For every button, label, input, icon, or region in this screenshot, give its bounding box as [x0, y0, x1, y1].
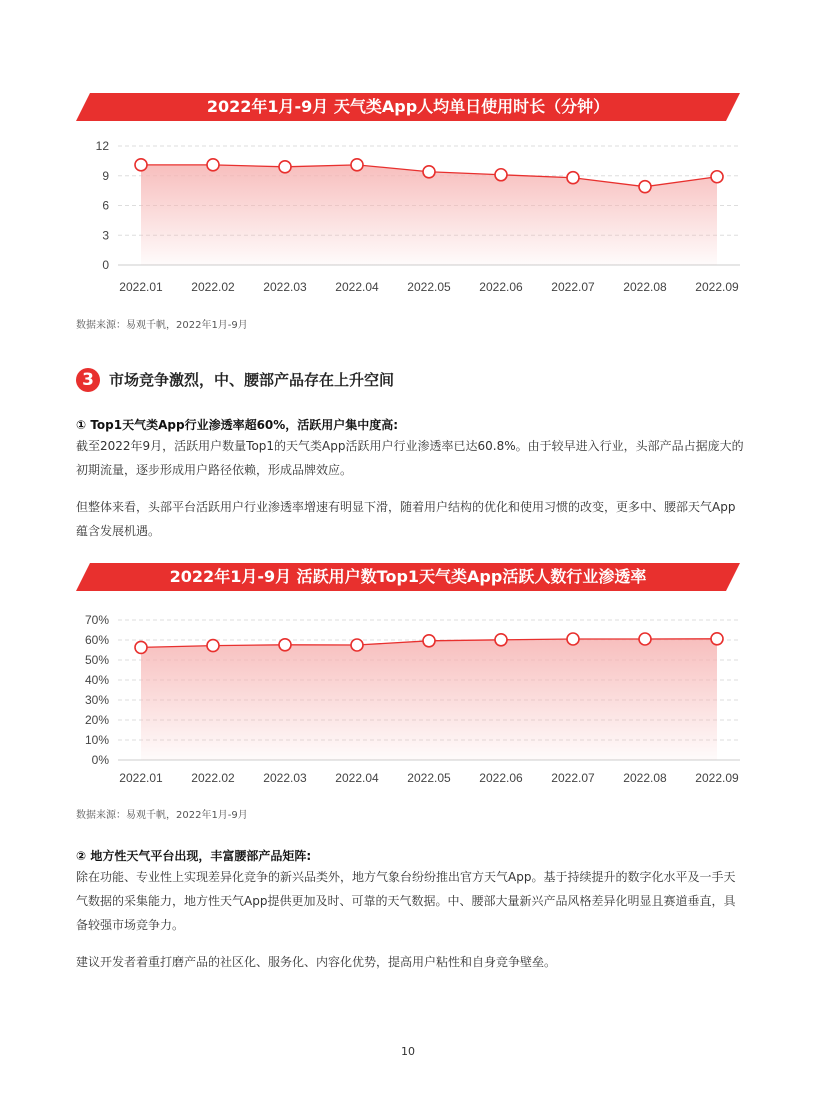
y-tick-label: 30% [84, 693, 109, 707]
y-tick-label: 60% [84, 633, 109, 647]
data-point [279, 639, 291, 651]
x-tick-label: 2022.04 [335, 280, 379, 294]
data-point [711, 171, 723, 183]
series-area [141, 165, 717, 265]
chart1-svg [76, 136, 746, 301]
data-point [351, 639, 363, 651]
chart2-source: 数据来源：易观千帆，2022年1月-9月 [76, 810, 248, 821]
series-area [141, 639, 717, 760]
y-tick-label: 40% [84, 673, 109, 687]
chart1-title: 2022年1月-9月 天气类App人均单日使用时长（分钟） [206, 97, 610, 116]
x-tick-label: 2022.03 [263, 771, 307, 785]
paragraph-2: 但整体来看，头部平台活跃用户行业渗透率增速有明显下滑，随着用户结构的优化和使用习惯的改变，更多中、腰部天气App蕴含发展机遇。 [76, 500, 736, 538]
data-point [423, 166, 435, 178]
x-tick-label: 2022.07 [551, 771, 595, 785]
data-point [711, 633, 723, 645]
y-tick-label: 10% [84, 733, 109, 747]
section-title: 市场竞争激烈，中、腰部产品存在上升空间 [109, 371, 395, 389]
y-tick-label: 20% [84, 713, 109, 727]
y-tick-label: 3 [102, 228, 109, 243]
chart2 [76, 610, 746, 785]
x-tick-label: 2022.01 [119, 280, 163, 294]
x-tick-label: 2022.09 [695, 280, 739, 294]
y-tick-label: 6 [102, 198, 109, 213]
data-point [423, 635, 435, 647]
y-tick-label: 0% [91, 753, 109, 767]
y-tick-label: 9 [102, 168, 109, 183]
data-point [639, 181, 651, 193]
x-tick-label: 2022.07 [551, 280, 595, 294]
data-point [495, 169, 507, 181]
chart2-banner [76, 563, 740, 591]
data-point [351, 159, 363, 171]
data-point [135, 641, 147, 653]
chart1-source: 数据来源：易观千帆，2022年1月-9月 [76, 320, 248, 331]
x-tick-label: 2022.03 [263, 280, 307, 294]
subheading-1: ① Top1天气类App行业渗透率超60%，活跃用户集中度高: [76, 418, 399, 432]
x-tick-label: 2022.06 [479, 771, 523, 785]
paragraph-4: 建议开发者着重打磨产品的社区化、服务化、内容化优势，提高用户粘性和自身竞争壁垒。 [76, 955, 557, 969]
x-tick-label: 2022.08 [623, 771, 667, 785]
paragraph-3: 除在功能、专业性上实现差异化竞争的新兴品类外，地方气象台纷纷推出官方天气App。基于持续提升的数字化水平及一手天气数据的采集能力，地方性天气App提供更加及时、可靠的天气数据。中、腰部大量新兴产品风格差异化明显且赛道垂直，具备较强市场竞争力。 [76, 870, 736, 932]
data-point [279, 161, 291, 173]
page-number: 10 [401, 1045, 415, 1058]
x-tick-label: 2022.08 [623, 280, 667, 294]
chart1 [76, 136, 746, 301]
x-tick-label: 2022.02 [191, 771, 235, 785]
paragraph-1: 截至2022年9月，活跃用户数量Top1的天气类App活跃用户行业渗透率已达60.8%。由于较早进入行业，头部产品占据庞大的初期流量，逐步形成用户路径依赖，形成品牌效应。 [76, 439, 744, 477]
x-tick-label: 2022.04 [335, 771, 379, 785]
x-tick-label: 2022.05 [407, 771, 451, 785]
x-tick-label: 2022.06 [479, 280, 523, 294]
data-point [567, 172, 579, 184]
data-point [495, 634, 507, 646]
data-point [567, 633, 579, 645]
x-tick-label: 2022.09 [695, 771, 739, 785]
subheading-2: ② 地方性天气平台出现，丰富腰部产品矩阵: [76, 849, 312, 863]
chart1-banner [76, 93, 740, 121]
y-tick-label: 50% [84, 653, 109, 667]
x-tick-label: 2022.05 [407, 280, 451, 294]
x-tick-label: 2022.02 [191, 280, 235, 294]
data-point [639, 633, 651, 645]
x-tick-label: 2022.01 [119, 771, 163, 785]
data-point [207, 159, 219, 171]
data-point [207, 640, 219, 652]
chart2-svg [76, 610, 746, 785]
chart2-title: 2022年1月-9月 活跃用户数Top1天气类App活跃人数行业渗透率 [169, 567, 647, 586]
y-tick-label: 70% [84, 613, 109, 627]
y-tick-label: 0 [102, 258, 109, 272]
data-point [135, 159, 147, 171]
section-number-badge: 3 [76, 368, 100, 392]
y-tick-label: 12 [95, 139, 109, 153]
